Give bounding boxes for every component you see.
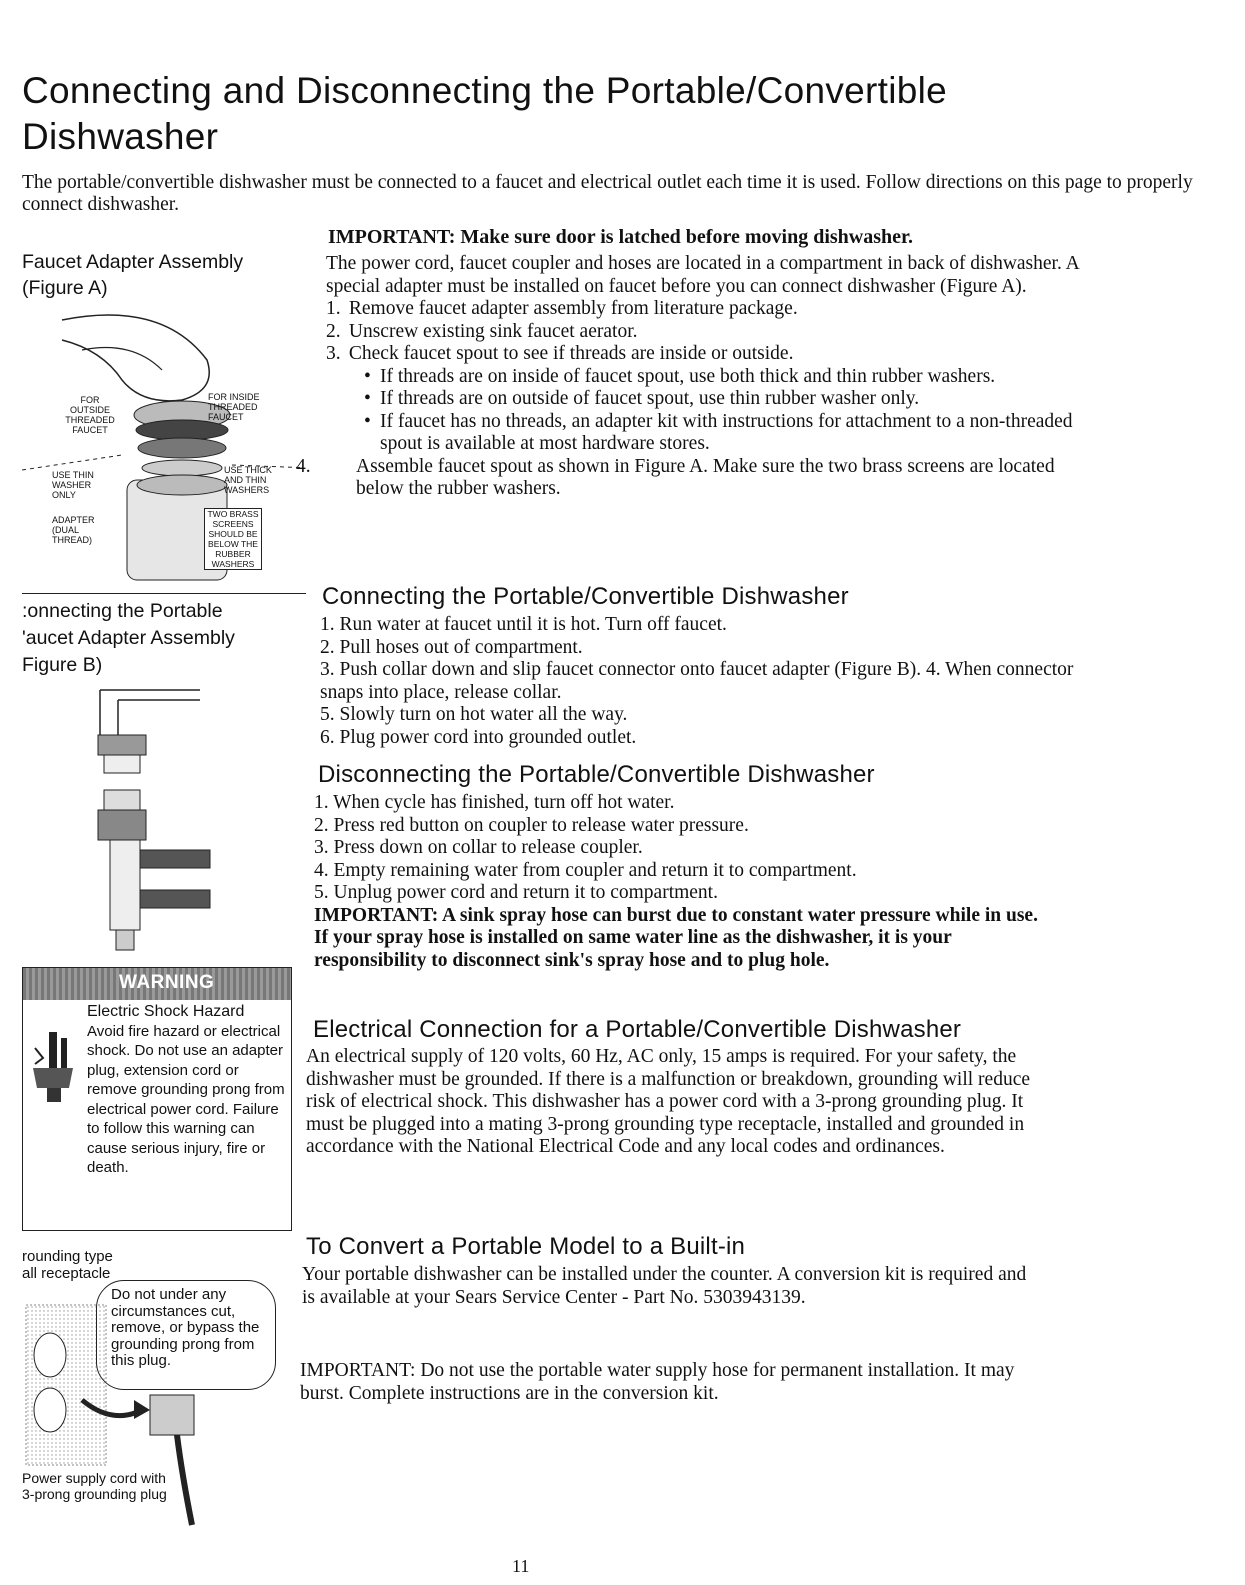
intro-paragraph: The portable/convertible dishwasher must be connected to a faucet and electrical outlet each time it is used. Follow directions on this page to properly connect dishwasher.	[22, 172, 1193, 215]
figure-a-label-adapter: ADAPTER (DUAL THREAD)	[52, 515, 95, 545]
list-item: 3. Press down on collar to release coupler.	[314, 837, 643, 858]
list-item: 5. Slowly turn on hot water all the way.	[320, 704, 628, 725]
warning-text-block	[87, 1002, 287, 1178]
warning-title: Electric Shock Hazard	[87, 1003, 245, 1020]
convert-heading: To Convert a Portable Model to a Built-in	[306, 1233, 746, 1260]
list-item: 6. Plug power cord into grounded outlet.	[320, 726, 637, 748]
list-item: • If threads are on outside of faucet spout, use thin rubber washer only.	[364, 388, 1086, 411]
faucet-steps	[326, 298, 1086, 366]
list-item: 2. Press red button on coupler to release water pressure.	[314, 814, 749, 836]
divider	[22, 593, 306, 594]
faucet-body: The power cord, faucet coupler and hoses are located in a compartment in back of dishwasher. A special adapter must be installed on faucet before you can connect dishwasher (Figure A).	[326, 253, 1079, 297]
warning-label: WARNING	[119, 972, 215, 993]
list-item: 3. Check faucet spout to see if threads are inside or outside.	[326, 343, 794, 364]
page-title: Connecting and Disconnecting the Portable/Convertible Dishwasher	[22, 70, 948, 157]
figure-a-label-screens: TWO BRASS SCREENS SHOULD BE BELOW THE RUBBER WASHERS	[204, 508, 262, 570]
faucet-adapter-heading: Faucet Adapter Assembly	[22, 251, 244, 273]
figure-a-label-outside: FOR OUTSIDE THREADED FAUCET	[65, 395, 115, 435]
convert-body: Your portable dishwasher can be installed under the counter. A conversion kit is required and is available at your Sears Service Center - Part No. 5303943139.	[302, 1264, 1027, 1308]
plug-label-bottom: Power supply cord with 3-prong grounding plug	[22, 1470, 167, 1502]
figure-a-label-inside: FOR INSIDE THREADED FAUCET	[208, 392, 260, 422]
figure-a-label-thin: USE THIN WASHER ONLY	[52, 470, 94, 500]
page-number: 11	[512, 1556, 530, 1576]
list-item: 1. When cycle has finished, turn off hot water.	[314, 792, 675, 813]
convert-important: IMPORTANT: Do not use the portable water supply hose for permanent installation. It may burst. Complete instructions are in the conversion kit.	[300, 1360, 1015, 1404]
list-item: 3. Push collar down and slip faucet connector onto faucet adapter (Figure B). 4. When connector snaps into place, release collar.	[320, 659, 1074, 703]
connecting-heading: Connecting the Portable/Convertible Dishwasher	[322, 583, 849, 610]
warning-banner	[23, 968, 291, 1000]
spray-hose-important: IMPORTANT: A sink spray hose can burst due to constant water pressure while in use. If your spray hose is installed on same water line as the dishwasher, it is your responsibility to disconnect sink's spray hose and to plug hole.	[314, 904, 1038, 971]
list-item: 5. Unplug power cord and return it to compartment.	[314, 882, 718, 903]
electrical-body: An electrical supply of 120 volts, 60 Hz, AC only, 15 amps is required. For your safety, the dishwasher must be grounded. If there is a malfunction or breakdown, grounding will reduce risk of electrical shock. This dishwasher has a power cord with a 3-prong grounding plug. It must be plugged into a mating 3-prong grounding type receptacle, installed and grounded in accordance with the National Electrical Code and any local codes and ordinances.	[306, 1046, 1031, 1157]
faucet-step-4: 4. Assemble faucet spout as shown in Figure A. Make sure the two brass screens are located below the rubber washers.	[296, 455, 1055, 499]
list-item: 1. Run water at faucet until it is hot. Turn off faucet.	[320, 614, 727, 635]
disconnecting-steps	[314, 792, 1054, 972]
list-item: 4. Empty remaining water from coupler and return it to compartment.	[314, 859, 857, 881]
figure-b-line-2: 'aucet Adapter Assembly	[22, 627, 235, 649]
list-item: 2. Pull hoses out of compartment.	[320, 636, 583, 658]
figure-a-caption: (Figure A)	[22, 277, 108, 299]
list-item: 1. Remove faucet adapter assembly from literature package.	[326, 298, 798, 319]
figure-a-label-thick: USE THICK AND THIN WASHERS	[224, 465, 272, 495]
warning-box	[22, 967, 292, 1231]
faucet-connector-illustration	[80, 680, 240, 960]
thread-bullets	[326, 366, 1086, 456]
connecting-steps	[320, 614, 1080, 749]
list-item: 2. Unscrew existing sink faucet aerator.	[326, 320, 638, 342]
figure-b-line-3: Figure B)	[22, 654, 103, 676]
electrical-heading: Electrical Connection for a Portable/Convertible Dishwasher	[313, 1016, 962, 1043]
list-item: • If threads are on inside of faucet spout, use both thick and thin rubber washers.	[364, 366, 1086, 389]
figure-b-line-1: :onnecting the Portable	[22, 600, 223, 622]
disconnecting-heading: Disconnecting the Portable/Convertible Dishwasher	[318, 761, 875, 788]
grounding-callout: Do not under any circumstances cut, remove, or bypass the grounding prong from this plug.	[96, 1280, 276, 1390]
plug-label-top: rounding type	[22, 1248, 113, 1265]
warning-text: Avoid fire hazard or electrical shock. Do not use an adapter plug, extension cord or remove grounding prong from electrical power cord. Failure to follow this warning can cause serious injury, fire or death.	[87, 1022, 285, 1176]
list-item: • If faucet has no threads, an adapter kit with instructions for attachment to a non-threaded spout is available at most hardware stores.	[364, 411, 1086, 456]
electric-shock-icon	[29, 1028, 79, 1108]
plug-label-top-2: all receptacle	[22, 1265, 111, 1282]
important-latch-note: IMPORTANT: Make sure door is latched before moving dishwasher.	[328, 226, 914, 248]
